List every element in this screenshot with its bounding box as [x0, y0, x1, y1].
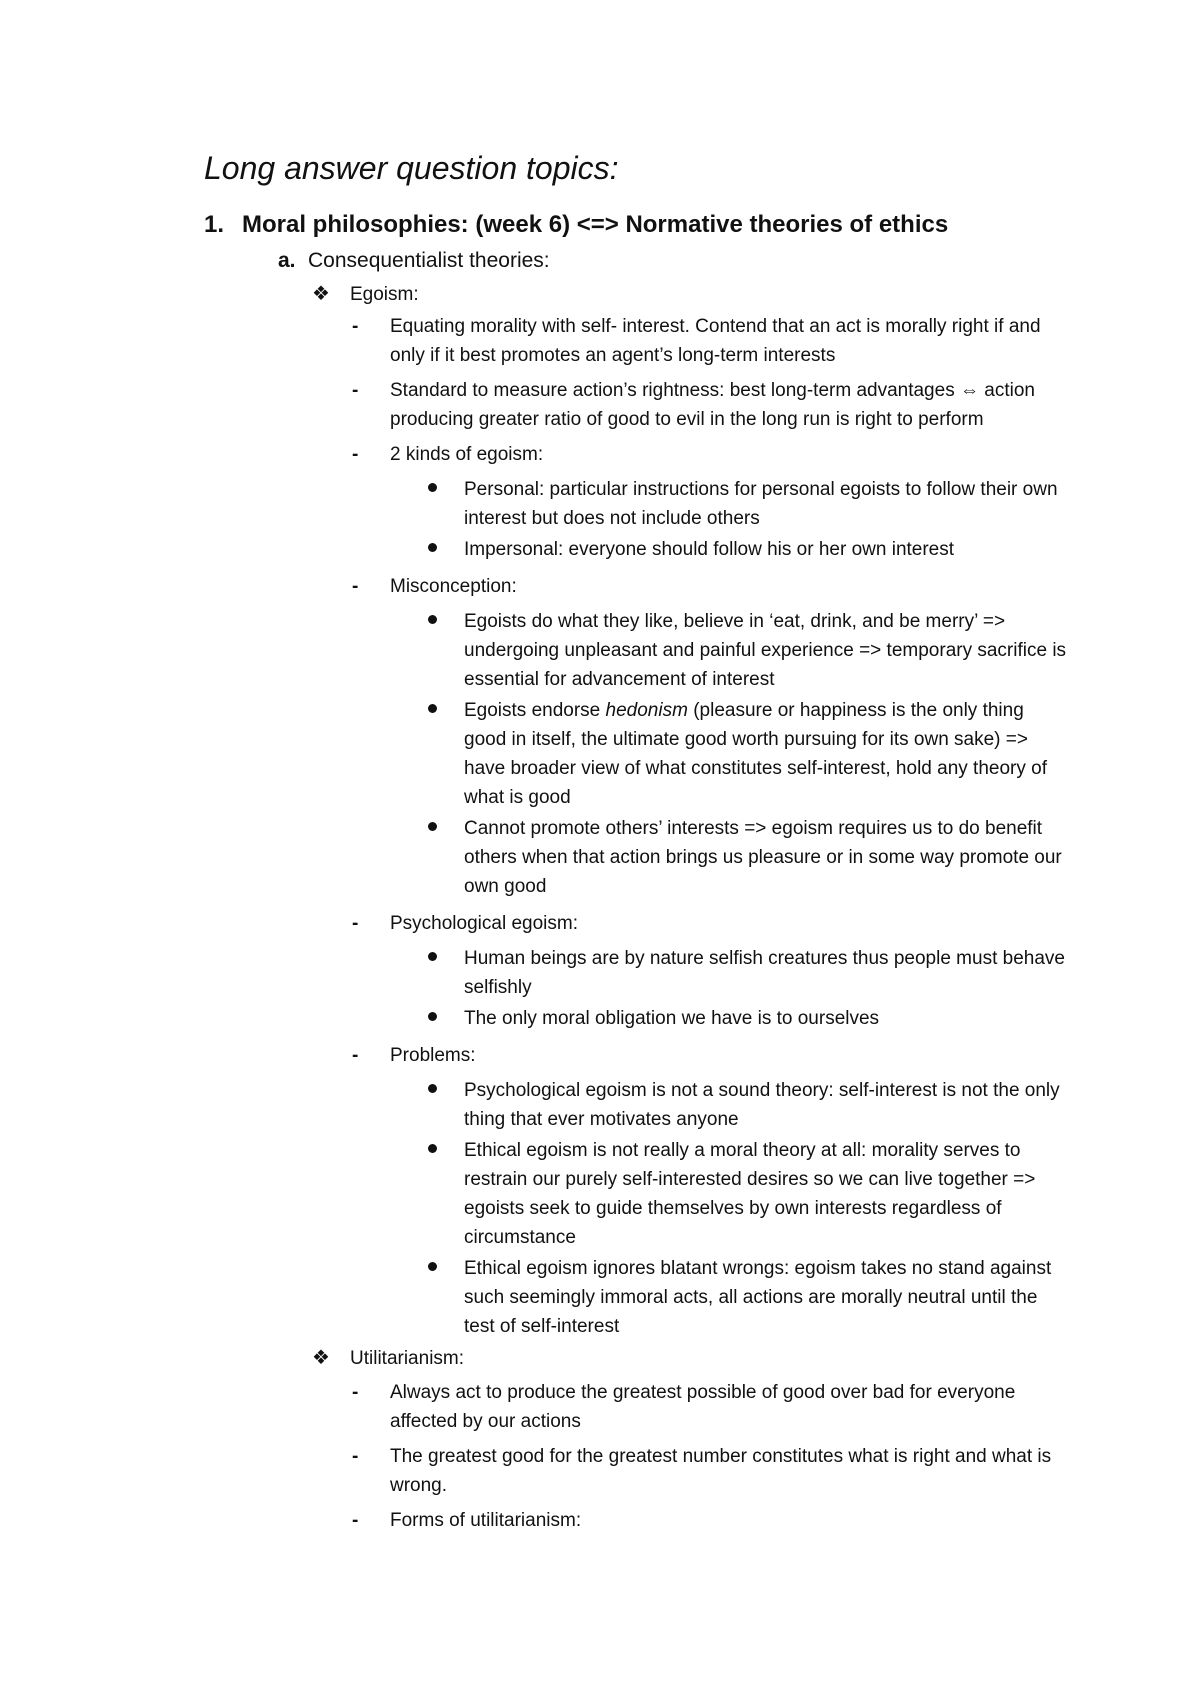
dot-bullet-icon — [426, 475, 464, 533]
list-item — [352, 909, 1100, 938]
list-item — [352, 1378, 1100, 1436]
list-item — [426, 1254, 1100, 1341]
list-item-text: Ethical egoism is not really a moral theory at all: morality serves to restrain our purely self-interested desires so we can live together => egoists seek to guide themselves by own interests regardless of circumstance — [464, 1140, 1036, 1248]
section-heading-text: Moral philosophies: (week 6) <=> Normative theories of ethics — [242, 211, 949, 238]
dot-bullet-icon — [426, 535, 464, 564]
topic-utilitarianism — [312, 1345, 1100, 1370]
diamond-bullet-icon: ❖ — [312, 283, 330, 305]
section-heading — [204, 211, 1100, 239]
dash-bullet-icon: - — [352, 913, 359, 934]
dash-bullet-icon: - — [352, 576, 359, 597]
list-item-text: Standard to measure action’s rightness: best long-term advantages ⇔ action producing greater ratio of good to evil in the long run is right to perform — [390, 380, 1035, 430]
list-item — [426, 475, 1100, 533]
text-run: Egoists endorse — [464, 700, 606, 721]
list-item-text — [464, 696, 1070, 812]
list-item-text: Ethical egoism ignores blatant wrongs: egoism takes no stand against such seemingly immoral acts, all actions are morally neutral until the test of self-interest — [464, 1258, 1052, 1337]
list-item — [352, 572, 1100, 601]
list-item — [426, 814, 1100, 901]
emphasis-hedonism: hedonism — [605, 700, 688, 721]
list-item-text: Psychological egoism is not a sound theory: self-interest is not the only thing that ever motivates anyone — [464, 1080, 1060, 1130]
list-item-text: Forms of utilitarianism: — [390, 1510, 582, 1531]
list-item — [426, 1076, 1100, 1134]
dash-bullet-icon: - — [352, 1510, 359, 1531]
list-item — [352, 1442, 1100, 1500]
dash-bullet-icon: - — [352, 380, 359, 401]
dash-bullet-icon: - — [352, 1382, 359, 1403]
list-item-text: Equating morality with self- interest. Contend that an act is morally right if and only if it best promotes an agent’s long-term interests — [390, 316, 1041, 366]
subsection-heading — [278, 249, 1100, 273]
list-item — [352, 376, 1100, 434]
list-item-text: The greatest good for the greatest number constitutes what is right and what is wrong. — [390, 1446, 1052, 1496]
dash-bullet-icon: - — [352, 444, 359, 465]
list-item-text: Personal: particular instructions for personal egoists to follow their own interest but does not include others — [464, 479, 1058, 529]
list-item-text: Cannot promote others’ interests => egoism requires us to do benefit others when that action brings us pleasure or in some way promote our own good — [464, 818, 1062, 897]
dot-bullet-icon — [426, 944, 464, 1002]
list-item-text: Impersonal: everyone should follow his or her own interest — [464, 539, 955, 560]
list-item-text: The only moral obligation we have is to ourselves — [464, 1008, 880, 1029]
dot-bullet-icon — [426, 814, 464, 901]
list-item-text: Human beings are by nature selfish creatures thus people must behave selfishly — [464, 948, 1065, 998]
list-item — [352, 440, 1100, 469]
subsection-letter: a. — [278, 249, 296, 272]
dot-bullet-icon — [426, 607, 464, 694]
diamond-bullet-icon: ❖ — [312, 1347, 330, 1369]
list-item — [352, 312, 1100, 370]
dash-bullet-icon: - — [352, 1446, 359, 1467]
list-item — [426, 696, 1100, 812]
list-item — [426, 1004, 1100, 1033]
topic-label: Egoism: — [350, 284, 419, 305]
dash-bullet-icon: - — [352, 316, 359, 337]
dot-bullet-icon — [426, 1254, 464, 1341]
list-item-text: Psychological egoism: — [390, 913, 578, 934]
topic-egoism — [312, 281, 1100, 306]
list-item-text: 2 kinds of egoism: — [390, 444, 544, 465]
list-item-text: Misconception: — [390, 576, 517, 597]
dot-bullet-icon — [426, 696, 464, 812]
dot-bullet-icon — [426, 1136, 464, 1252]
section-number: 1. — [204, 211, 225, 238]
list-item-text: Always act to produce the greatest possible of good over bad for everyone affected by our actions — [390, 1382, 1016, 1432]
list-item — [426, 944, 1100, 1002]
dash-bullet-icon: - — [352, 1045, 359, 1066]
subsection-heading-text: Consequentialist theories: — [308, 249, 550, 272]
text-run: (pleasure or happiness is the only thing good in itself, the ultimate good worth pursuing for its own sake) => have broader view of what constitutes self-interest, hold any theory of what is good — [464, 700, 1047, 808]
list-item — [426, 607, 1100, 694]
dot-bullet-icon — [426, 1004, 464, 1033]
list-item — [352, 1506, 1100, 1535]
topic-label: Utilitarianism: — [350, 1348, 465, 1369]
dot-bullet-icon — [426, 1076, 464, 1134]
list-item — [426, 535, 1100, 564]
list-item — [426, 1136, 1100, 1252]
list-item — [352, 1041, 1100, 1070]
list-item-text: Egoists do what they like, believe in ‘eat, drink, and be merry’ => undergoing unpleasant and painful experience => temporary sacrifice is essential for advancement of interest — [464, 611, 1067, 690]
list-item-text: Problems: — [390, 1045, 476, 1066]
document-title: Long answer question topics: — [204, 150, 619, 186]
